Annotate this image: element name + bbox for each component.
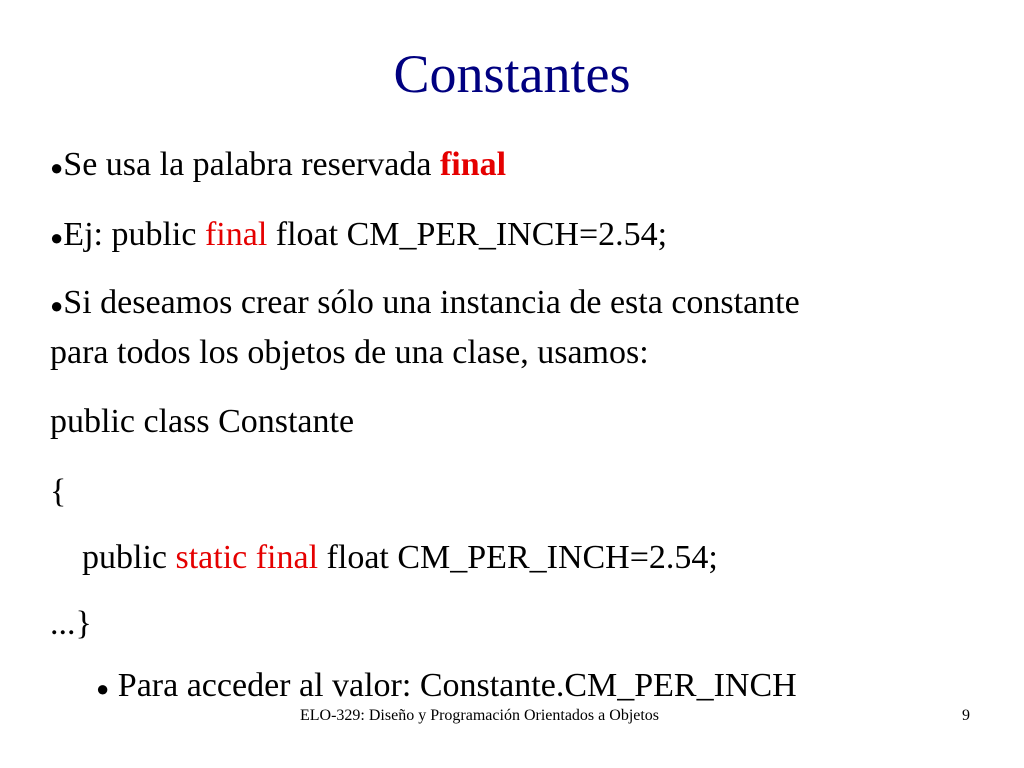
code-text-pre: public: [82, 539, 176, 576]
keyword-final: final: [439, 146, 507, 183]
bullet-item-2: [50, 215, 667, 258]
code-line-close-brace: ...}: [50, 605, 92, 642]
keyword-static-final: static final: [175, 539, 319, 576]
keyword-final: final: [204, 216, 268, 253]
bullet-icon: ●: [50, 225, 64, 250]
bullet-item-3-continuation: para todos los objetos de una clase, usamos:: [50, 334, 649, 371]
bullet-item-1: [50, 145, 506, 188]
sub-bullet-text: Para acceder al valor: Constante.CM_PER_INCH: [117, 667, 797, 704]
code-line-declaration: [82, 538, 718, 578]
bullet-text-post: float CM_PER_INCH=2.54;: [267, 216, 668, 253]
bullet-text: Se usa la palabra reservada: [63, 146, 440, 183]
bullet-item-3: [50, 283, 800, 326]
code-text-post: float CM_PER_INCH=2.54;: [318, 539, 718, 576]
bullet-icon: ●: [50, 155, 64, 180]
slide-title: Constantes: [393, 44, 631, 104]
footer-page-number: 9: [962, 707, 970, 724]
sub-bullet-item: [96, 666, 797, 709]
footer-course: ELO-329: Diseño y Programación Orientados a Objetos: [300, 707, 660, 724]
bullet-icon: ●: [50, 293, 64, 318]
bullet-icon: ●: [96, 676, 110, 701]
code-line-open-brace: {: [50, 473, 67, 510]
code-line-class: public class Constante: [50, 403, 355, 440]
bullet-text: Si deseamos crear sólo una instancia de esta constante: [63, 284, 800, 321]
bullet-text-pre: Ej: public: [63, 216, 205, 253]
